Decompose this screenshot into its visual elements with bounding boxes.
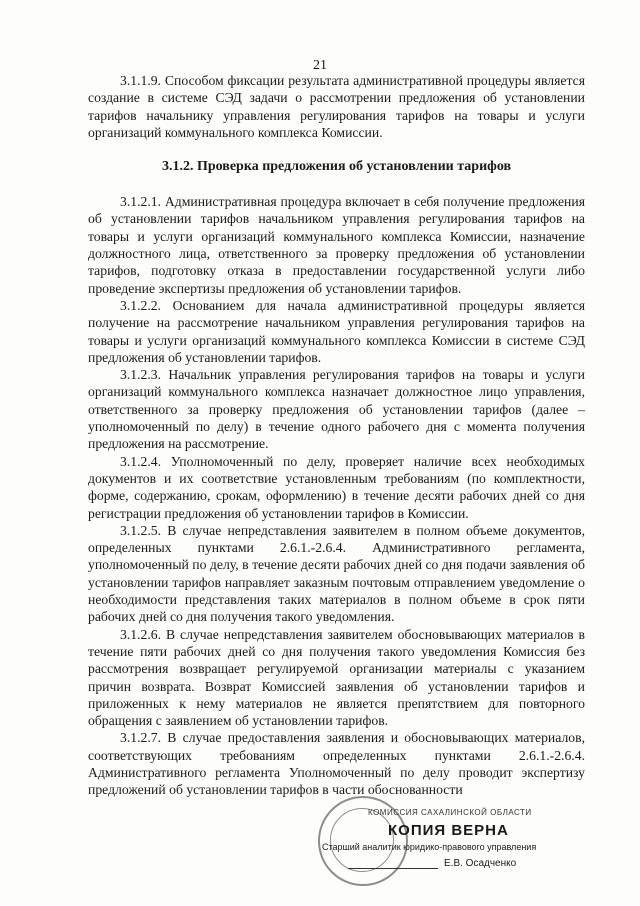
page-number: 21 [313,58,327,73]
paragraph-3-1-2-5: 3.1.2.5. В случае непредставления заявителем в полном объеме документов, определенных пунктами 2.6.1.-2.6.4. Административного регламента, уполномоченный по делу, в течение десяти рабочих дней со дня подачи заявления об установлении тарифов направляет заказным почтовым отправлением уведомление о необходимости представления таких материалов в полном объеме в срок пяти рабочих дней со дня получения такого уведомления. [88,522,585,625]
paragraph-3-1-2-6: 3.1.2.6. В случае непредставления заявителем обосновывающих материалов в течение пяти рабочих дней со дня получения такого уведомления Комиссия без рассмотрения возвращает регулируемой организации материалы с указанием причин возврата. Возврат Комиссией заявления об установлении тарифов и приложенных к нему материалов не является препятствием для повторного обращения с заявлением об установлении тарифов. [88,626,585,729]
paragraph-3-1-2-1: 3.1.2.1. Административная процедура включает в себя получение предложения об установлении тарифов начальником управления регулирования тарифов на товары и услуги организаций коммунального комплекса Комиссии, назначение должностного лица, ответственного за проверку предложения об установлении тарифов, подготовку отказа в предоставлении государственной услуги либо проведение экспертизы предложения об установлении тарифов. [88,194,585,296]
paragraph-3-1-1-9: 3.1.1.9. Способом фиксации результата административной процедуры является создание в системе СЭД задачи о рассмотрении предложения об установлении тарифов начальнику управления регулирования тарифов на товары и услуги организаций коммунального комплекса Комиссии. [88,73,585,140]
certification-stamp [318,796,538,906]
paragraph-3-1-2-7: 3.1.2.7. В случае предоставления заявления и обосновывающих материалов, соответствующих требованиям определенных пунктами 2.6.1.-2.6.4. Административного регламента Уполномоченный по делу проводит экспертизу предложений об установлении тарифов в части обоснованности [88,730,585,798]
stamp-department: КОМИССИЯ САХАЛИНСКОЙ ОБЛАСТИ [368,808,532,817]
stamp-title: КОПИЯ ВЕРНА [388,822,509,839]
signature-line [348,868,438,869]
paragraph-3-1-2-2: 3.1.2.2. Основанием для начала административной процедуры является получение на рассмотрение начальником управления регулирования тарифов на товары и услуги организаций коммунального комплекса Комиссии в системе СЭД предложения об установлении тарифов. [88,297,585,365]
paragraph-3-1-2-4: 3.1.2.4. Уполномоченный по делу, проверяет наличие всех необходимых документов и их соответствие установленным требованиям (по комплектности, форме, содержанию, срокам, оформлению) в течение десяти рабочих дней со дня регистрации предложения об установлении тарифов в Комиссии. [88,453,585,521]
document-body [88,72,585,799]
stamp-position: Старший аналитик юридико-правового управления [322,842,537,852]
section-heading: 3.1.2. Проверка предложения об установлении тарифов [161,159,512,175]
stamp-name: Е.В. Осадченко [444,858,517,869]
paragraph-3-1-2-3: 3.1.2.3. Начальник управления регулирования тарифов на товары и услуги организаций коммунального комплекса назначает должностное лицо управления, ответственного за проверку предложения об установлении тарифов (далее – уполномоченный по делу) в течение одного рабочего дня с момента получения предложения на рассмотрение. [88,367,585,452]
